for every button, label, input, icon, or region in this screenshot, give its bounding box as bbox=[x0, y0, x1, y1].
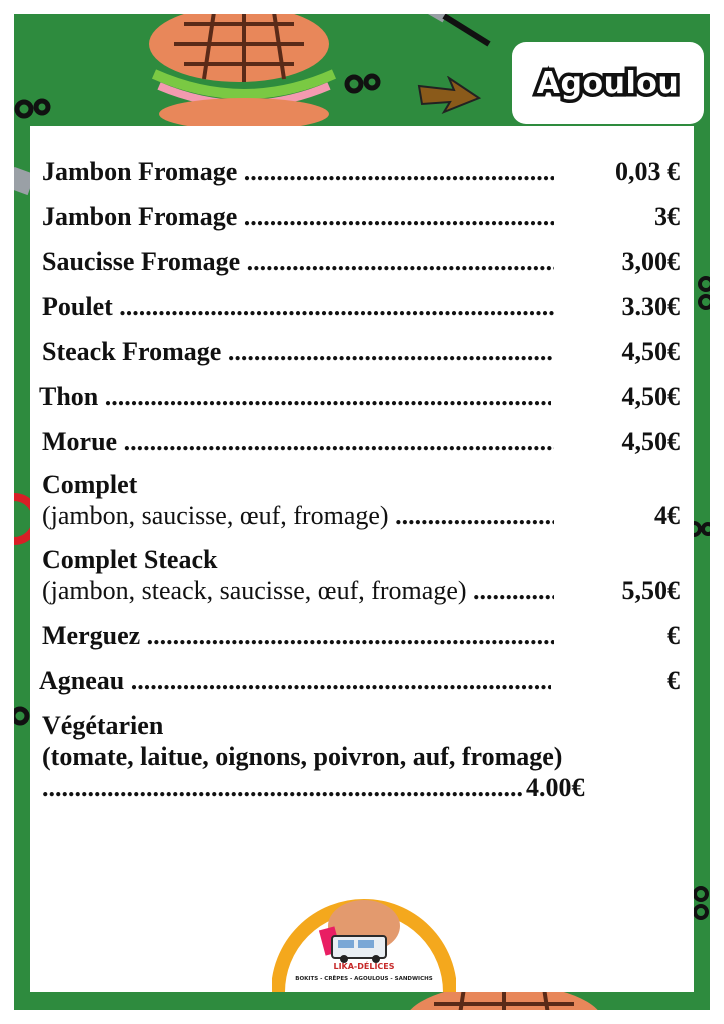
menu-item-price: € bbox=[667, 621, 680, 650]
arrow-icon bbox=[414, 76, 484, 116]
spatula-icon bbox=[424, 14, 494, 50]
menu-item-name: Poulet ..... bbox=[42, 289, 554, 325]
menu-item bbox=[30, 424, 694, 460]
brand-name: LIKA-DÉLICES bbox=[333, 962, 395, 971]
menu-item-price: 0,03 € bbox=[615, 157, 680, 186]
menu-item-detail: (tomate, laitue, oignons, poivron, auf, fromage) bbox=[42, 742, 563, 771]
menu-item bbox=[30, 244, 694, 280]
olive-icon bbox=[696, 274, 710, 314]
olive-icon bbox=[344, 69, 384, 99]
menu-item bbox=[30, 199, 694, 235]
olive-icon bbox=[14, 94, 54, 124]
menu-item-price: 3€ bbox=[654, 202, 680, 231]
menu-item-price: 4.00€ bbox=[526, 773, 585, 802]
menu-item bbox=[30, 334, 694, 370]
menu-item-price: 4,50€ bbox=[621, 337, 680, 366]
menu-item-name: Saucisse Fromage ..... bbox=[42, 244, 554, 280]
menu-card bbox=[30, 126, 694, 992]
menu-item bbox=[30, 379, 694, 415]
menu-item bbox=[30, 663, 694, 699]
menu-item-price: 3.30€ bbox=[621, 292, 680, 321]
menu-item bbox=[30, 289, 694, 325]
menu-item-name: Végétarien bbox=[42, 711, 164, 740]
menu-item-detail: (jambon, saucisse, œuf, fromage) ..... bbox=[42, 500, 554, 532]
menu-item-price: 3,00€ bbox=[621, 247, 680, 276]
menu-item-name: Complet Steack bbox=[42, 545, 218, 574]
menu-title: Agoulou bbox=[536, 65, 680, 101]
menu-item bbox=[30, 618, 694, 654]
menu-item-price: 4,50€ bbox=[621, 382, 680, 411]
menu-item-name: Merguez ..... bbox=[42, 618, 554, 654]
menu-item-price: 4€ bbox=[654, 501, 680, 530]
menu-item-name: Morue ..... bbox=[42, 424, 554, 460]
menu-item-name: Steack Fromage ..... bbox=[42, 334, 554, 370]
menu-item-name: Jambon Fromage ..... bbox=[42, 154, 554, 190]
menu-item-price: 5,50€ bbox=[621, 576, 680, 605]
menu-item-detail: (jambon, steack, saucisse, œuf, fromage) ..... bbox=[42, 575, 554, 607]
menu-item-name: Thon ..... bbox=[39, 379, 551, 415]
menu-item bbox=[30, 154, 694, 190]
menu-item-price: € bbox=[667, 666, 680, 695]
brand-tagline: BOKITS - CRÊPES - AGOULOUS - SANDWICHS bbox=[295, 976, 433, 982]
sandwich-illustration bbox=[144, 14, 344, 134]
brand-logo bbox=[272, 896, 456, 992]
menu-item-price: 4,50€ bbox=[621, 427, 680, 456]
menu-item-name: Complet bbox=[42, 470, 138, 499]
leader-dots bbox=[42, 772, 524, 804]
menu-item-name: Jambon Fromage ..... bbox=[42, 199, 554, 235]
menu-title-badge bbox=[512, 42, 704, 124]
menu-item-name: Agneau ..... bbox=[39, 663, 551, 699]
